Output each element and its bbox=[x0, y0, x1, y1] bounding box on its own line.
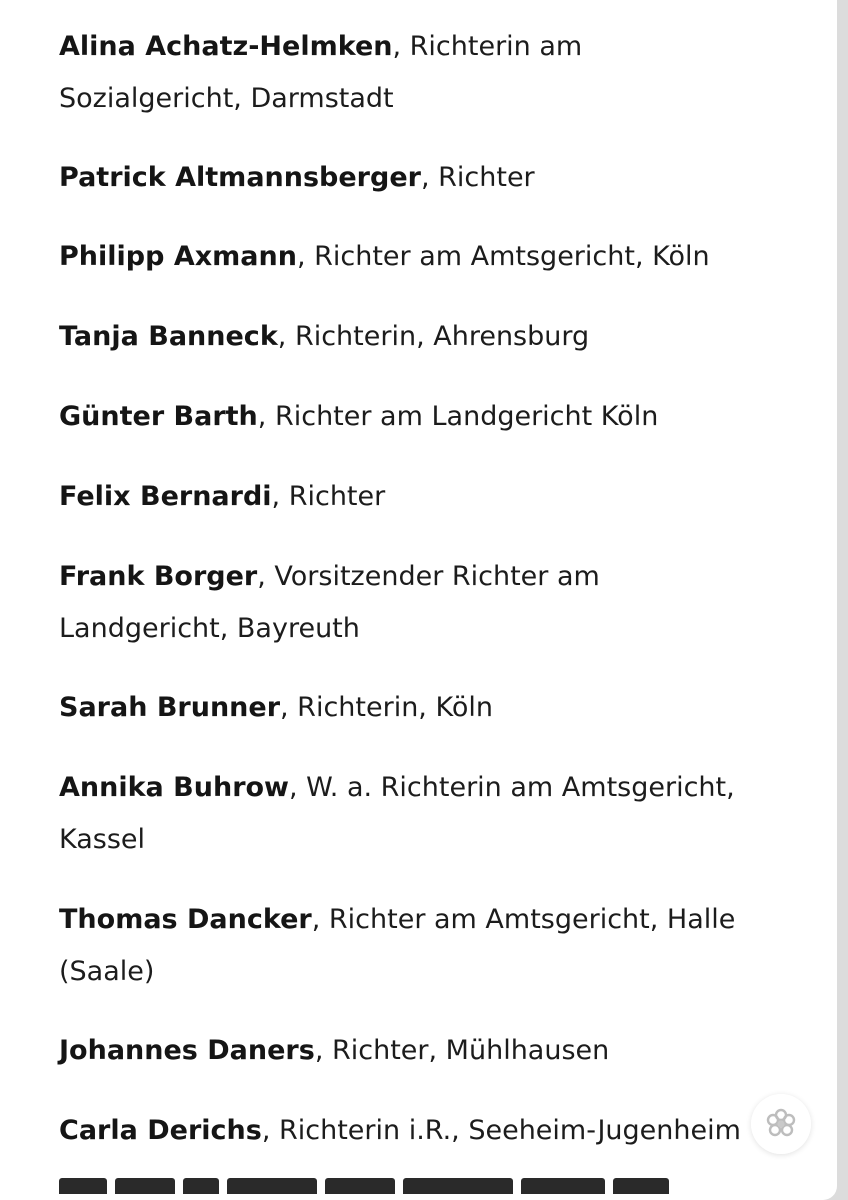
person-role: , Richterin am bbox=[392, 31, 583, 62]
person-role: , Vorsitzender Richter am bbox=[257, 561, 600, 592]
person-name: Thomas Dancker bbox=[59, 904, 312, 935]
person-name: Frank Borger bbox=[59, 561, 258, 592]
person-role-continued: (Saale) bbox=[59, 956, 155, 987]
person-role: , Richter am Amtsgericht, Köln bbox=[296, 241, 710, 272]
list-item bbox=[59, 682, 789, 734]
person-role-continued: Kassel bbox=[59, 824, 146, 855]
list-item bbox=[59, 471, 789, 523]
list-item bbox=[59, 762, 789, 866]
flower-icon bbox=[761, 1104, 801, 1144]
list-item bbox=[59, 551, 789, 655]
list-item bbox=[59, 894, 789, 998]
person-role-continued: Sozialgericht, Darmstadt bbox=[59, 83, 394, 114]
person-role: , Richterin, Köln bbox=[280, 692, 493, 723]
person-role: , W. a. Richterin am Amtsgericht, bbox=[289, 772, 735, 803]
list-item bbox=[59, 1105, 789, 1157]
person-role: , Richter am Landgericht Köln bbox=[257, 401, 659, 432]
list-item bbox=[59, 1025, 789, 1077]
person-role: , Richter bbox=[271, 481, 386, 512]
scroll-assist-button[interactable] bbox=[751, 1094, 811, 1154]
person-role: , Richter, Mühlhausen bbox=[314, 1035, 610, 1066]
person-name: Felix Bernardi bbox=[59, 481, 272, 512]
person-name: Philipp Axmann bbox=[59, 241, 297, 272]
person-role: , Richterin i.R., Seeheim-Jugenheim bbox=[261, 1115, 741, 1146]
person-name: Sarah Brunner bbox=[59, 692, 281, 723]
person-name: Annika Buhrow bbox=[59, 772, 290, 803]
person-name: Carla Derichs bbox=[59, 1115, 262, 1146]
list-item bbox=[59, 311, 789, 363]
person-name: Patrick Altmannsberger bbox=[59, 162, 421, 193]
person-role: , Richter bbox=[420, 162, 535, 193]
list-item bbox=[59, 152, 789, 204]
list-item bbox=[59, 231, 789, 283]
person-name: Günter Barth bbox=[59, 401, 258, 432]
person-name: Alina Achatz-Helmken bbox=[59, 31, 393, 62]
person-role: , Richter am Amtsgericht, Halle bbox=[311, 904, 736, 935]
person-role-continued: Landgericht, Bayreuth bbox=[59, 613, 360, 644]
person-role: , Richterin, Ahrensburg bbox=[277, 321, 590, 352]
person-name: Tanja Banneck bbox=[59, 321, 278, 352]
list-item bbox=[59, 21, 789, 125]
person-name: Johannes Daners bbox=[59, 1035, 315, 1066]
cut-off-next-entry bbox=[59, 1178, 779, 1200]
list-item bbox=[59, 391, 789, 443]
